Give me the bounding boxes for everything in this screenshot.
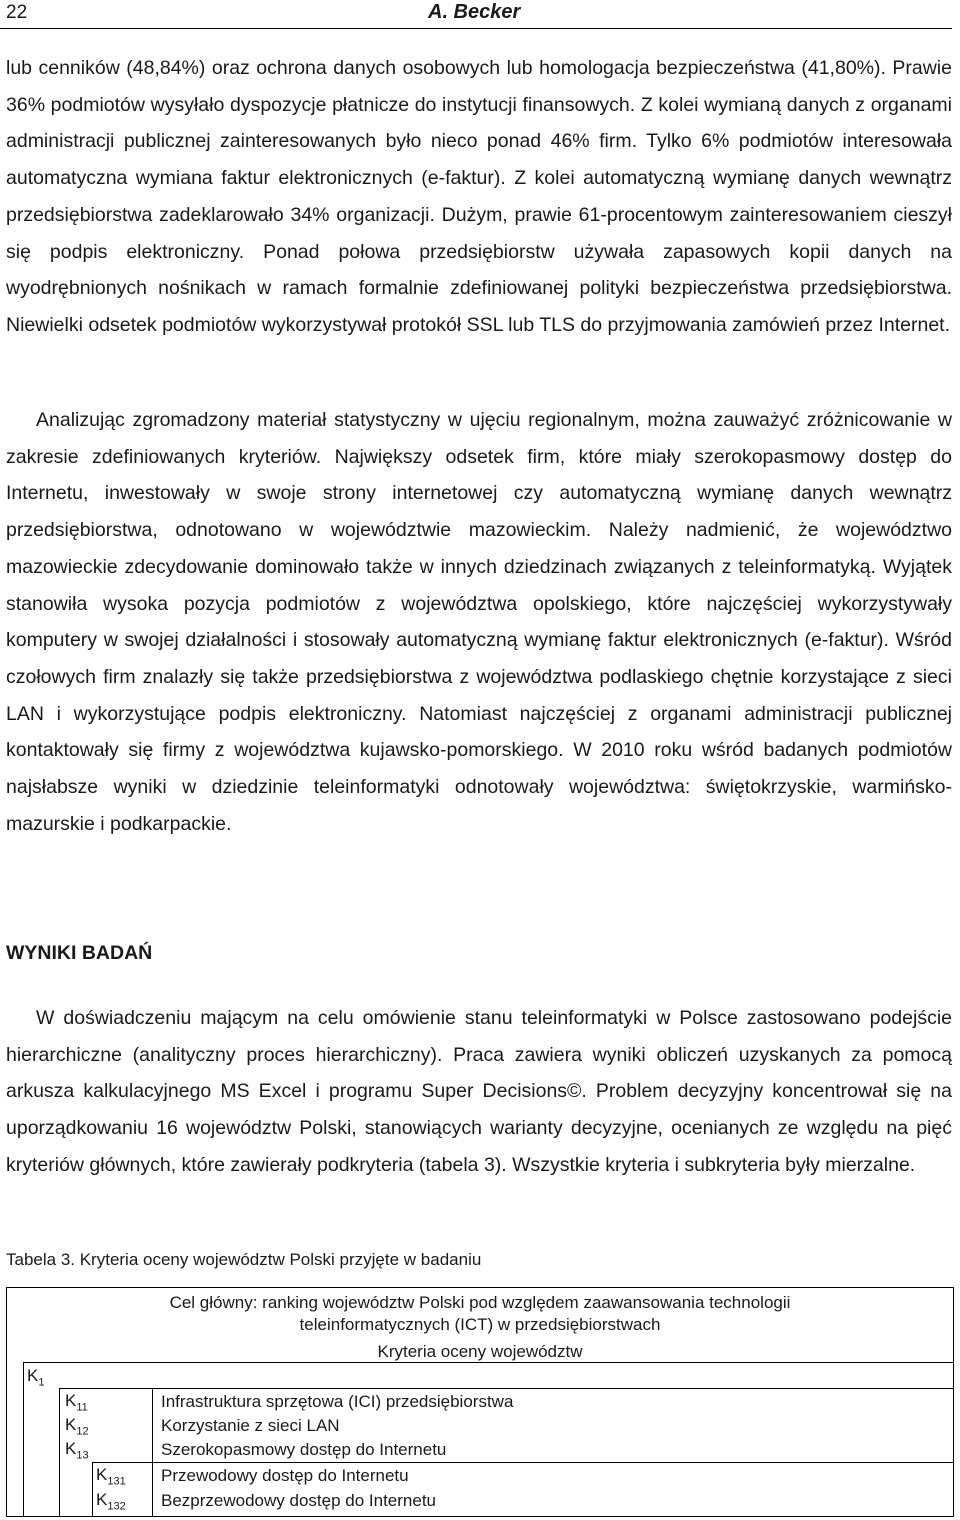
criterion-code: $K_{11}$ xyxy=(65,1391,88,1414)
criterion-description: Korzystanie z sieci LAN xyxy=(161,1416,340,1435)
table-caption: Tabela 3. Kryteria oceny województw Polski przyjęte w badaniu xyxy=(6,1250,482,1269)
criteria-table xyxy=(6,1287,954,1517)
criterion-code: $K_{131}$ xyxy=(96,1465,126,1488)
criterion-code: $K_{13}$ xyxy=(65,1439,89,1462)
running-head-author: A. Becker xyxy=(428,1,521,23)
criterion-description: Infrastruktura sprzętowa (ICI) przedsiębiorstwa xyxy=(161,1392,514,1411)
paragraph-3: W doświadczeniu mającym na celu omówienie stanu teleinformatyki w Polsce zastosowano podejście hierarchiczne (analityczny proces hierarchiczny). Praca zawiera wyniki obliczeń uzyskanych za pomocą arkusza kalkulacyjnego MS Excel i programu Super Decisions©. Problem decyzyjny koncentrował się na uporządkowaniu 16 województw Polski, stanowiących warianty decyzyjne, ocenianych ze względu na pięć kryteriów głównych, które zawierały podkryteria (tabela 3). Wszystkie kryteria i subkryteria były mierzalne. xyxy=(6,1007,952,1176)
table-goal-line-1: Cel główny: ranking województw Polski pod względem zaawansowania technologii xyxy=(169,1293,791,1312)
criterion-description: Przewodowy dostęp do Internetu xyxy=(161,1466,409,1485)
criterion-code: $K_{12}$ xyxy=(65,1415,89,1438)
table-goal-line-2: teleinformatycznych (ICT) w przedsiębiorstwach xyxy=(299,1315,661,1334)
page-number: 22 xyxy=(6,2,28,23)
criterion-description: Szerokopasmowy dostęp do Internetu xyxy=(161,1440,447,1459)
criterion-code: $K_1$ xyxy=(27,1366,45,1389)
description-column-divider xyxy=(152,1388,153,1516)
criterion-description: Bezprzewodowy dostęp do Internetu xyxy=(161,1491,437,1510)
page-header xyxy=(0,0,952,29)
section-heading: WYNIKI BADAŃ xyxy=(6,942,153,964)
table-goal xyxy=(7,1292,953,1336)
paragraph-1: lub cenników (48,84%) oraz ochrona danych osobowych lub homologacja bezpieczeństwa (41,80%). Prawie 36% podmiotów wysyłało dyspozycje płatnicze do instytucji finansowych. Z kolei wymianą danych z organami administracji publicznej zainteresowanych było nieco ponad 46% firm. Tylko 6% podmiotów interesowała automatyczna wymiana faktur elektronicznych (e-faktur). Z kolei automatyczną wymianę danych wewnątrz przedsiębiorstwa zadeklarowało 34% organizacji. Dużym, prawie 61-procentowym zainteresowaniem cieszył się podpis elektroniczny. Ponad połowa przedsiębiorstw używała zapasowych kopii danych na wyodrębnionych nośnikach w ramach formalnie zdefiniowanej polityki bezpieczeństwa przedsiębiorstwa. Niewielki odsetek podmiotów wykorzystywał protokół SSL lub TLS do przyjmowania zamówień przez Internet. xyxy=(6,57,952,336)
paragraph-2: Analizując zgromadzony materiał statystyczny w ujęciu regionalnym, można zauważyć zróżnicowanie w zakresie zdefiniowanych kryteriów. Największy odsetek firm, które miały szerokopasmowy dostęp do Internetu, inwestowały w swoje strony internetowej czy automatyczną wymianę danych wewnątrz przedsiębiorstwa, odnotowano w województwie mazowieckim. Należy nadmienić, że województwo mazowieckie zdecydowanie dominowało także w innych dziedzinach związanych z teleinformatyką. Wyjątek stanowiła wysoka pozycja podmiotów z województwa opolskiego, które najczęściej wykorzystywały komputery w swojej działalności i stosowały automatyczną wymianę faktur elektronicznych (e-faktur). Wśród czołowych firm znalazły się także przedsiębiorstwa z województwa podlaskiego chętnie korzystające z sieci LAN i wykorzystujące podpis elektroniczny. Natomiast najczęściej z organami administracji publicznej kontaktowały się firmy z województwa kujawsko-pomorskiego. W 2010 roku wśród badanych podmiotów najsłabsze wyniki w dziedzinie teleinformatyki odnotowały województwa: świętokrzyskie, warmińsko-mazurskie i podkarpackie. xyxy=(6,409,952,835)
criteria-title: Kryteria oceny województw xyxy=(377,1342,583,1361)
criterion-code: $K_{132}$ xyxy=(96,1490,126,1513)
